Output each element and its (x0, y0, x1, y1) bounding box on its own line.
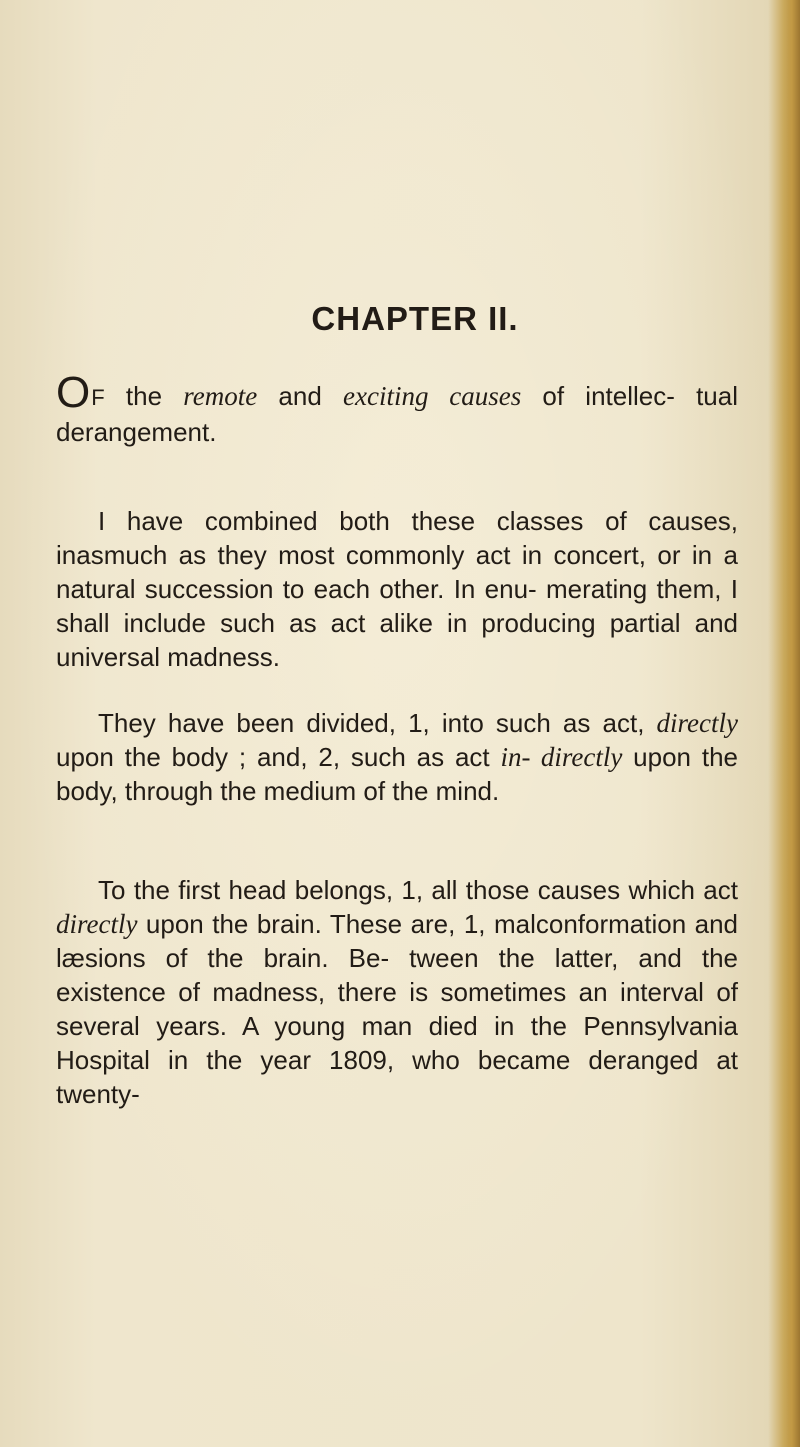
paragraph-combined-causes-text: I have combined both these classes of causes, inasmuch as they most commonly act in concert, or in a natural succession to each other. In enu- merating them, I shall include such as act alike in producing partial and universal madness. (56, 506, 738, 672)
italic-directly: directly (656, 708, 738, 738)
paragraph-first-head-text-2: upon the brain. These are, 1, malconformation and læsions of the brain. Be- tween the latter, and the existence of madness, there is sometimes an interval of several years. A young man died in the Pennsylvania Hospital in the year 1809, who became deranged at twenty- (56, 909, 738, 1109)
italic-indirectly: in- directly (500, 742, 623, 772)
paragraph-first-head (56, 873, 738, 1111)
small-cap-letter: F (91, 385, 105, 410)
italic-exciting-causes: exciting causes (343, 381, 522, 411)
paragraph-first-head-text-1: To the first head belongs, 1, all those causes which act (98, 875, 738, 905)
paragraph-opening-text-2: and (257, 381, 344, 411)
paragraph-opening (56, 368, 739, 449)
chapter-heading: CHAPTER II. (311, 300, 519, 337)
italic-directly-2: directly (56, 909, 138, 939)
paragraph-divisions-text-1: They have been divided, 1, into such as act, (98, 708, 657, 738)
drop-letter: O (56, 368, 91, 417)
italic-remote: remote (183, 381, 258, 411)
paragraph-divisions-text-2: upon the body ; and, 2, such as act (56, 742, 501, 772)
paragraph-opening-text-3: of intellec- tual derangement. (56, 381, 739, 447)
paragraph-opening-text-1: the (104, 381, 184, 411)
paragraph-divisions (56, 706, 738, 808)
paragraph-combined-causes (56, 504, 738, 674)
page-edge (786, 0, 800, 1447)
paragraph-divisions-text-3: upon the body, through the medium of the mind. (56, 742, 738, 806)
